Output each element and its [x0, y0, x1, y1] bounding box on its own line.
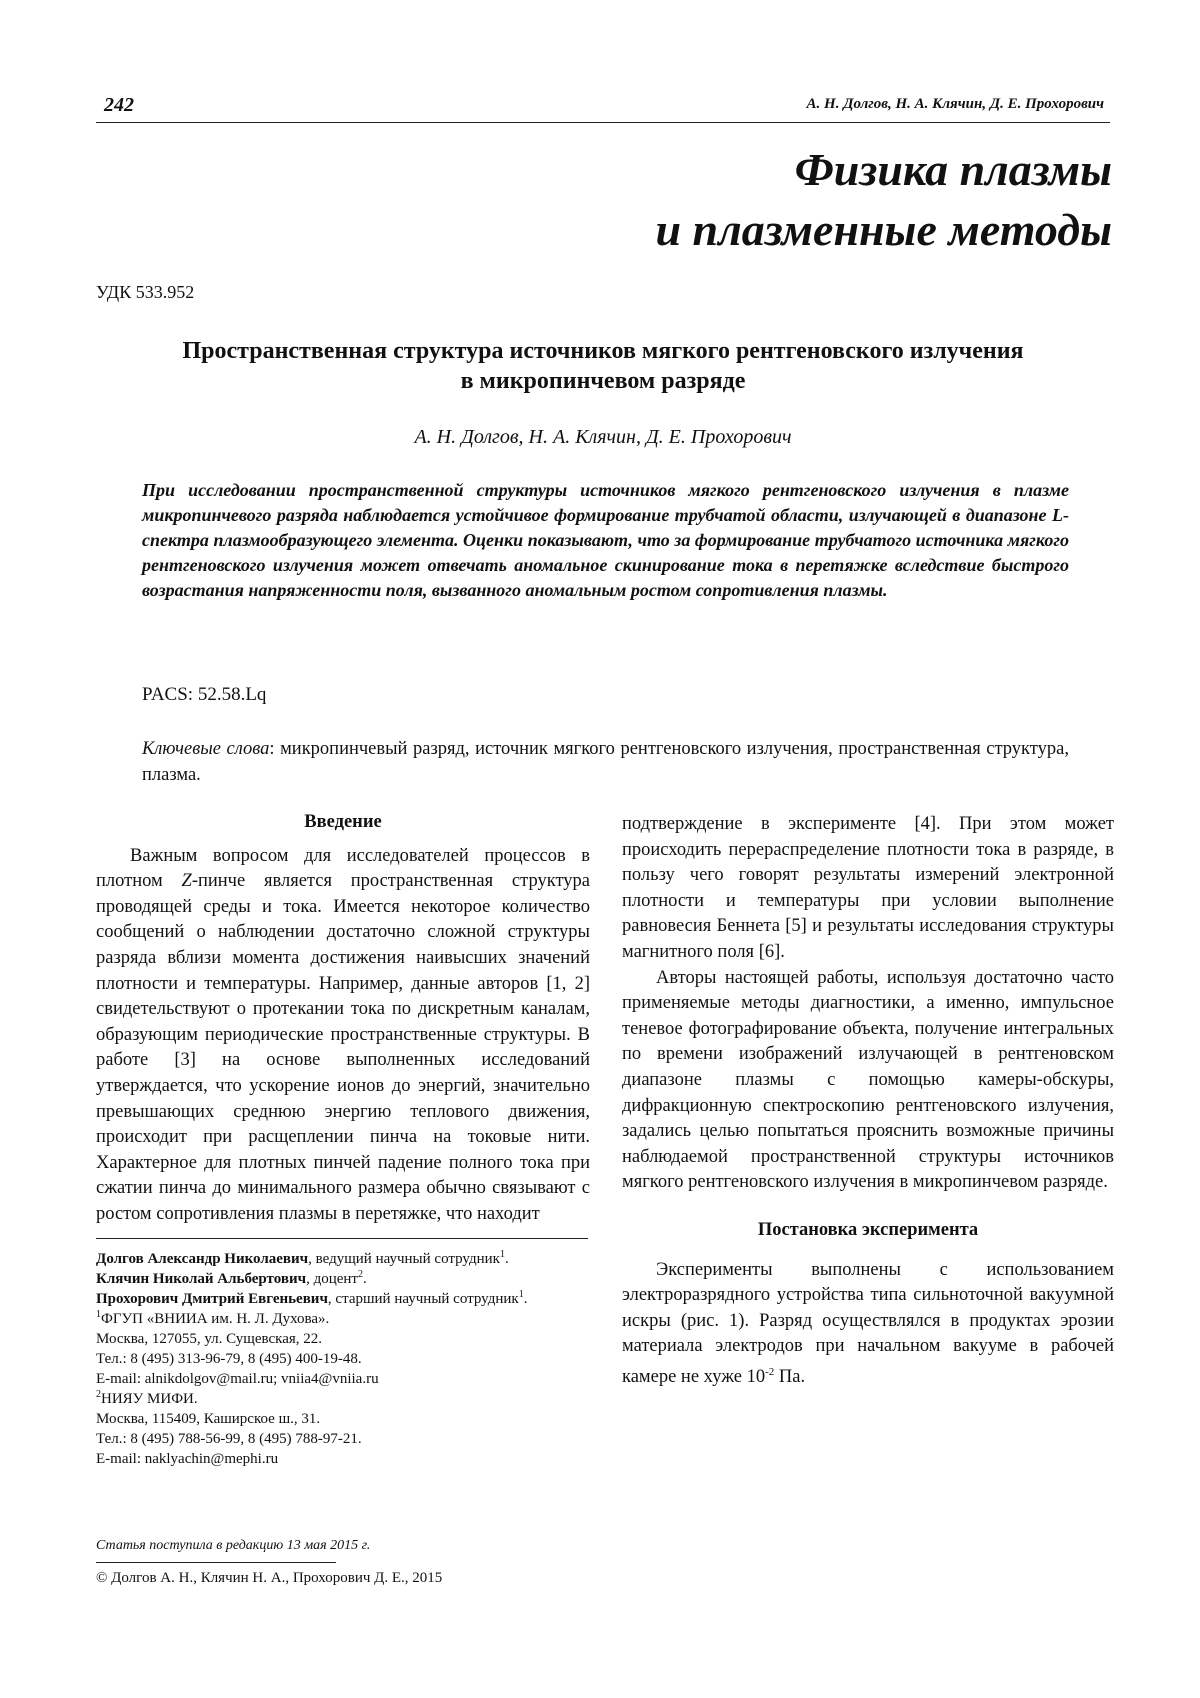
author-2-name: Клячин Николай Альбертович — [96, 1271, 307, 1287]
udc-code: УДК 533.952 — [96, 282, 195, 302]
affiliation-2-mark: 2 — [96, 1389, 101, 1400]
footnote-author-2: Клячин Николай Альбертович, доцент$^2$. — [96, 1269, 367, 1287]
footnote-author-3: Прохорович Дмитрий Евгеньевич, старший научный сотрудник$^1$. — [96, 1289, 528, 1307]
received-date: Статья поступила в редакцию 13 мая 2015 г. — [96, 1538, 371, 1553]
author-1-role: , ведущий научный сотрудник — [308, 1251, 500, 1267]
experiment-p1-unit: Па. — [774, 1367, 806, 1388]
article-title-line-1: Пространственная структура источников мягкого рентгеновского излучения — [182, 338, 1024, 364]
affiliation-1-title: ФГУП «ВНИИА им. Н. Л. Духова». — [101, 1311, 330, 1327]
affiliation-1-name — [96, 1309, 588, 1329]
author-3-role: , старший научный сотрудник — [327, 1291, 519, 1307]
author-2-affil-mark: 2 — [357, 1269, 363, 1280]
intro-column-left — [96, 810, 590, 1228]
intro-p1-start: Важным вопросом для исследователей процессов в плотном — [96, 845, 590, 892]
affiliation-1-phone: Тел.: 8 (495) 313-96-79, 8 (495) 400-19-48. — [96, 1351, 362, 1367]
author-1-name: Долгов Александр Николаевич — [96, 1251, 309, 1267]
affiliation-1-email: E-mail: alnikdolgov@mail.ru; vniia4@vniia.ru — [96, 1371, 379, 1387]
section-title-line-2: и плазменные методы — [655, 204, 1112, 255]
affiliation-2-name — [96, 1389, 588, 1409]
intro-p1-continued: подтверждение в эксперименте [4]. При этом может происходить перераспределение плотности тока в разряде, в пользу чего говорят результаты измерений электронной плотности и температуры при условии выполнение равновесия Беннета [5] и результаты исследования структуры магнитного поля [6]. — [622, 814, 1114, 962]
pacs-code: PACS: 52.58.Lq — [142, 684, 267, 705]
page-number: 242 — [104, 94, 134, 116]
intro-column-right — [622, 812, 1114, 1391]
article-authors: А. Н. Долгов, Н. А. Клячин, Д. Е. Прохорович — [414, 426, 792, 448]
copyright-divider — [96, 1562, 336, 1563]
author-3-affil-mark: 1 — [518, 1289, 524, 1300]
footnote-author-1: Долгов Александр Николаевич, ведущий научный сотрудник$^1$. — [96, 1249, 509, 1267]
section-title-line-1: Физика плазмы — [794, 144, 1112, 195]
pressure-exponent: -2 — [765, 1365, 775, 1378]
copyright: © Долгов А. Н., Клячин Н. А., Прохорович Д. Е., 2015 — [96, 1570, 443, 1586]
author-3-name: Прохорович Дмитрий Евгеньевич — [96, 1291, 328, 1307]
intro-paragraph-1-continued — [622, 812, 1114, 966]
author-footnotes — [96, 1238, 588, 1469]
abstract: При исследовании пространственной структуры источников мягкого рентгеновского излучения в плазме микропинчевого разряда наблюдается устойчивое формирование трубчатой области, излучающей в диапазоне L-спектра плазмообразующего элемента. Оценки показывают, что за формирование трубчатого источника мягкого рентгеновского излучения может отвечать аномальное скинирование тока в перетяжке вследствие быстрого возрастания напряженности поля, вызванного аномальным ростом сопротивления плазмы. — [142, 480, 1069, 600]
affiliation-2-email: E-mail: naklyachin@mephi.ru — [96, 1451, 279, 1467]
keywords-label: Ключевые слова — [142, 739, 270, 759]
intro-p1-flow: -пинче является пространственная структура проводящей среды и тока. Имеется некоторое количество сообщений о наблюдении достаточно сложной структуры разряда вблизи момента достижения наивысших значений плотности и температуры. Например, данные авторов [1, 2] свидетельствуют о протекании тока по дискретным каналам, образующим периодические пространственные структуры. В работе [3] на основе выполненных исследований утверждается, что ускорение ионов до энергий, значительно превышающих среднюю энергию теплового движения, происходит при расщеплении пинча на токовые нити. Характерное для плотных пинчей падение полного тока при сжатии пинча до минимального размера обычно связывают с ростом сопротивления плазмы в перетяжке, что находит — [96, 871, 590, 1224]
affiliation-2-phone: Тел.: 8 (495) 788-56-99, 8 (495) 788-97-21. — [96, 1431, 362, 1447]
affiliation-2-title: НИЯУ МИФИ. — [101, 1391, 198, 1407]
article-title — [96, 336, 1110, 396]
running-head-authors: А. Н. Долгов, Н. А. Клячин, Д. Е. Прохорович — [806, 96, 1104, 112]
section-title — [655, 140, 1112, 260]
intro-paragraph-2: Авторы настоящей работы, используя достаточно часто применяемые методы диагностики, а именно, импульсное теневое фотографирование объекта, получение интегральных по времени изображений излучающей в рентгеновском диапазоне плазмы с помощью камеры-обскуры, дифракционную спектроскопию рентгеновского излучения, задались целью попытаться прояснить возможные причины наблюдаемой пространственной структуры источников мягкого рентгеновского излучения в микропинчевом разряде. — [622, 967, 1114, 1193]
running-head — [96, 92, 1110, 123]
intro-heading: Введение — [304, 812, 382, 832]
keywords-text: : микропинчевый разряд, источник мягкого рентгеновского излучения, пространственная структура, плазма. — [142, 739, 1069, 785]
z-symbol: Z — [181, 871, 192, 892]
affiliation-1-mark: 1 — [96, 1309, 101, 1320]
affiliation-1-address: Москва, 127055, ул. Сущевская, 22. — [96, 1331, 323, 1347]
author-2-role: , доцент — [306, 1271, 358, 1287]
intro-paragraph-1 — [96, 844, 590, 1228]
affiliation-2-address: Москва, 115409, Каширское ш., 31. — [96, 1411, 321, 1427]
keywords — [142, 736, 1069, 788]
experiment-p1-text: Эксперименты выполнены с использованием электроразрядного устройства типа сильноточной вакуумной искры (рис. 1). Разряд осуществлялся в продуктах эрозии материала электродов при начальном вакууме в рабочей камере не хуже 10 — [622, 1259, 1114, 1388]
author-1-affil-mark: 1 — [499, 1249, 505, 1260]
experiment-heading: Постановка эксперимента — [757, 1219, 979, 1240]
experiment-paragraph-1 — [622, 1258, 1114, 1391]
article-title-line-2: в микропинчевом разряде — [460, 368, 746, 394]
